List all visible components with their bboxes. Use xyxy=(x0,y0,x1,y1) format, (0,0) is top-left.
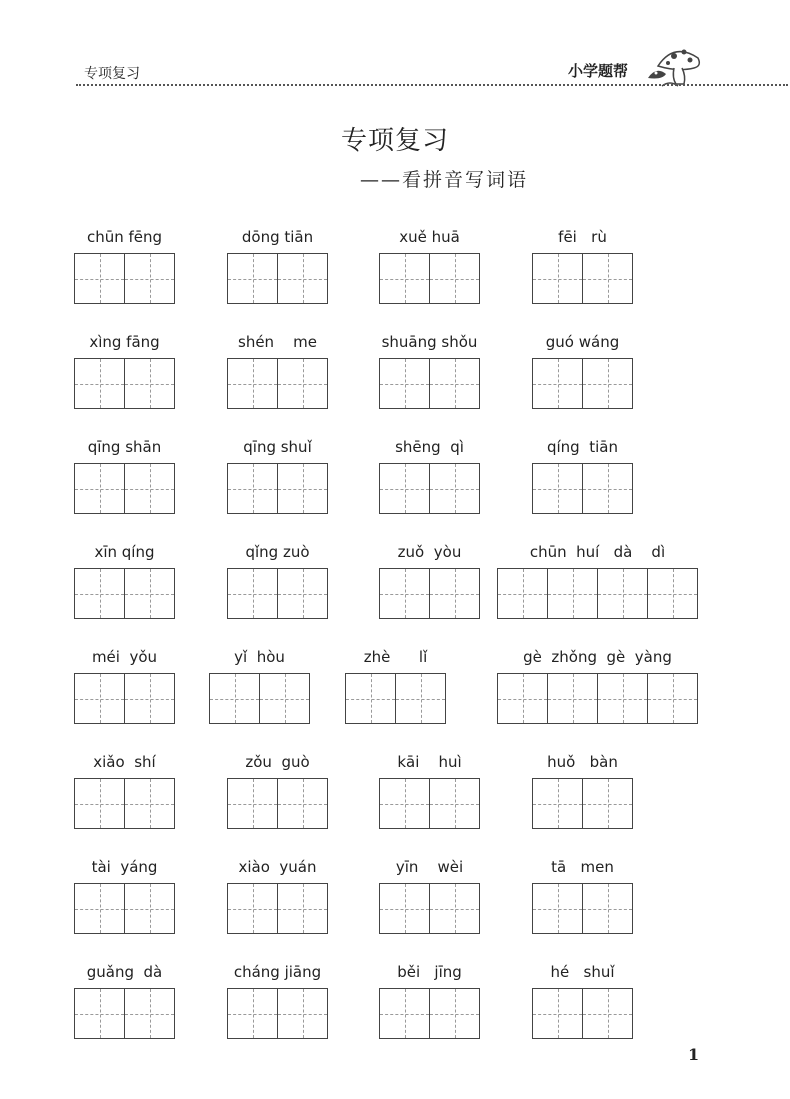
pinyin-label: shén me xyxy=(238,333,317,351)
pinyin-label: guó wáng xyxy=(545,333,620,351)
word-exercise xyxy=(379,753,480,829)
pinyin-label: huǒ bàn xyxy=(547,753,618,771)
word-exercise xyxy=(379,858,480,934)
pinyin-label: zǒu guò xyxy=(245,753,310,771)
word-exercise xyxy=(345,648,446,724)
writing-cell[interactable] xyxy=(396,673,446,724)
writing-cell[interactable] xyxy=(430,883,480,934)
writing-grid xyxy=(209,673,310,724)
word-exercise xyxy=(74,753,175,829)
writing-grid xyxy=(379,358,480,409)
writing-grid xyxy=(379,568,480,619)
writing-cell[interactable] xyxy=(583,358,633,409)
word-exercise xyxy=(74,858,175,934)
writing-grid xyxy=(497,568,698,619)
page-title: 专项复习 xyxy=(340,126,449,156)
writing-grid xyxy=(532,463,633,514)
writing-cell[interactable] xyxy=(583,883,633,934)
writing-cell[interactable] xyxy=(125,883,175,934)
writing-cell[interactable] xyxy=(228,988,278,1039)
mushroom-icon xyxy=(644,38,706,90)
writing-cell[interactable] xyxy=(648,568,698,619)
writing-cell[interactable] xyxy=(75,358,125,409)
word-exercise xyxy=(227,438,328,514)
writing-grid xyxy=(379,988,480,1039)
word-exercise xyxy=(379,543,480,619)
writing-cell[interactable] xyxy=(75,673,125,724)
pinyin-label: qīng shān xyxy=(87,438,162,456)
writing-grid xyxy=(227,883,328,934)
writing-cell[interactable] xyxy=(278,778,328,829)
writing-cell[interactable] xyxy=(533,883,583,934)
page-number: 1 xyxy=(688,1045,700,1064)
writing-grid xyxy=(497,673,698,724)
writing-cell[interactable] xyxy=(228,358,278,409)
writing-grid xyxy=(74,778,175,829)
writing-grid xyxy=(379,778,480,829)
writing-grid xyxy=(74,568,175,619)
writing-cell[interactable] xyxy=(380,883,430,934)
writing-cell[interactable] xyxy=(75,568,125,619)
writing-cell[interactable] xyxy=(125,568,175,619)
writing-grid xyxy=(532,253,633,304)
writing-cell[interactable] xyxy=(583,988,633,1039)
pinyin-label: yǐ hòu xyxy=(234,648,285,666)
writing-cell[interactable] xyxy=(125,358,175,409)
word-exercise xyxy=(74,963,175,1039)
writing-cell[interactable] xyxy=(228,778,278,829)
writing-cell[interactable] xyxy=(228,568,278,619)
writing-cell[interactable] xyxy=(648,673,698,724)
pinyin-label: méi yǒu xyxy=(91,648,158,666)
writing-cell[interactable] xyxy=(75,253,125,304)
pinyin-label: kāi huì xyxy=(397,753,462,771)
writing-cell[interactable] xyxy=(533,778,583,829)
writing-grid xyxy=(74,883,175,934)
writing-grid xyxy=(74,253,175,304)
writing-cell[interactable] xyxy=(260,673,310,724)
writing-grid xyxy=(227,568,328,619)
word-exercise xyxy=(532,753,633,829)
pinyin-label: chūn fēng xyxy=(86,228,163,246)
word-exercise xyxy=(227,228,328,304)
writing-cell[interactable] xyxy=(75,463,125,514)
writing-cell[interactable] xyxy=(278,988,328,1039)
writing-cell[interactable] xyxy=(278,463,328,514)
pinyin-label: dōng tiān xyxy=(241,228,314,246)
pinyin-label: chūn huí dà dì xyxy=(529,543,666,561)
writing-cell[interactable] xyxy=(380,463,430,514)
writing-grid xyxy=(532,358,633,409)
writing-grid xyxy=(227,778,328,829)
writing-cell[interactable] xyxy=(278,253,328,304)
writing-cell[interactable] xyxy=(430,988,480,1039)
word-exercise xyxy=(379,228,480,304)
word-exercise xyxy=(497,648,698,724)
pinyin-label: zhè lǐ xyxy=(363,648,428,666)
writing-cell[interactable] xyxy=(380,988,430,1039)
writing-cell[interactable] xyxy=(278,883,328,934)
writing-cell[interactable] xyxy=(533,253,583,304)
writing-cell[interactable] xyxy=(75,778,125,829)
pinyin-label: xiào yuán xyxy=(238,858,317,876)
writing-cell[interactable] xyxy=(498,568,548,619)
writing-cell[interactable] xyxy=(125,778,175,829)
writing-cell[interactable] xyxy=(430,568,480,619)
word-exercise xyxy=(379,333,480,409)
page-subtitle: ——看拼音写词语 xyxy=(360,169,529,191)
writing-cell[interactable] xyxy=(228,463,278,514)
writing-cell[interactable] xyxy=(583,778,633,829)
writing-cell[interactable] xyxy=(125,988,175,1039)
writing-grid xyxy=(379,883,480,934)
word-exercise xyxy=(532,858,633,934)
writing-cell[interactable] xyxy=(430,778,480,829)
writing-grid xyxy=(532,883,633,934)
writing-cell[interactable] xyxy=(583,253,633,304)
writing-grid xyxy=(345,673,446,724)
word-exercise xyxy=(227,858,328,934)
writing-cell[interactable] xyxy=(430,358,480,409)
pinyin-label: xìng fāng xyxy=(89,333,160,351)
writing-grid xyxy=(74,988,175,1039)
writing-grid xyxy=(227,253,328,304)
word-exercise xyxy=(532,333,633,409)
writing-cell[interactable] xyxy=(583,463,633,514)
pinyin-label: qīng shuǐ xyxy=(243,438,312,456)
pinyin-label: xuě huā xyxy=(399,228,460,246)
writing-cell[interactable] xyxy=(548,673,598,724)
writing-cell[interactable] xyxy=(228,253,278,304)
writing-grid xyxy=(532,988,633,1039)
pinyin-label: qǐng zuò xyxy=(245,543,310,561)
word-exercise xyxy=(532,963,633,1039)
pinyin-label: shuāng shǒu xyxy=(381,333,478,351)
pinyin-label: tài yáng xyxy=(91,858,158,876)
word-exercise xyxy=(74,648,175,724)
word-exercise xyxy=(497,543,698,619)
writing-cell[interactable] xyxy=(125,463,175,514)
pinyin-label: qíng tiān xyxy=(546,438,618,456)
writing-grid xyxy=(74,673,175,724)
pinyin-label: tā men xyxy=(551,858,614,876)
writing-cell[interactable] xyxy=(598,568,648,619)
writing-cell[interactable] xyxy=(380,358,430,409)
pinyin-label: gè zhǒng gè yàng xyxy=(523,648,672,666)
header-divider xyxy=(76,84,788,86)
writing-grid xyxy=(74,358,175,409)
writing-cell[interactable] xyxy=(210,673,260,724)
pinyin-label: shēng qì xyxy=(395,438,464,456)
writing-cell[interactable] xyxy=(125,673,175,724)
writing-cell[interactable] xyxy=(380,568,430,619)
writing-cell[interactable] xyxy=(380,253,430,304)
writing-grid xyxy=(379,463,480,514)
pinyin-label: hé shuǐ xyxy=(550,963,615,981)
writing-grid xyxy=(227,463,328,514)
writing-cell[interactable] xyxy=(278,358,328,409)
pinyin-label: fēi rù xyxy=(558,228,607,246)
writing-cell[interactable] xyxy=(380,778,430,829)
pinyin-label: guǎng dà xyxy=(86,963,163,981)
writing-cell[interactable] xyxy=(430,253,480,304)
word-exercise xyxy=(74,333,175,409)
word-exercise xyxy=(227,543,328,619)
writing-cell[interactable] xyxy=(598,673,648,724)
writing-grid xyxy=(379,253,480,304)
writing-cell[interactable] xyxy=(75,883,125,934)
writing-cell[interactable] xyxy=(430,463,480,514)
header-brand-label: 小学题帮 xyxy=(568,62,629,80)
pinyin-label: xiǎo shí xyxy=(93,753,156,771)
word-exercise xyxy=(74,228,175,304)
page-header xyxy=(0,0,790,100)
writing-grid xyxy=(532,778,633,829)
word-exercise xyxy=(532,438,633,514)
word-exercise xyxy=(209,648,310,724)
writing-cell[interactable] xyxy=(346,673,396,724)
writing-grid xyxy=(227,358,328,409)
writing-cell[interactable] xyxy=(533,358,583,409)
word-exercise xyxy=(532,228,633,304)
writing-cell[interactable] xyxy=(75,988,125,1039)
writing-grid xyxy=(227,988,328,1039)
word-exercise xyxy=(227,963,328,1039)
pinyin-label: zuǒ yòu xyxy=(397,543,462,561)
writing-cell[interactable] xyxy=(278,568,328,619)
word-exercise xyxy=(74,438,175,514)
writing-cell[interactable] xyxy=(228,883,278,934)
writing-cell[interactable] xyxy=(125,253,175,304)
writing-cell[interactable] xyxy=(533,463,583,514)
pinyin-label: yīn wèi xyxy=(395,858,464,876)
word-exercise xyxy=(227,753,328,829)
writing-grid xyxy=(74,463,175,514)
writing-cell[interactable] xyxy=(498,673,548,724)
pinyin-label: cháng jiāng xyxy=(233,963,322,981)
word-exercise xyxy=(379,438,480,514)
writing-cell[interactable] xyxy=(548,568,598,619)
header-section-label: 专项复习 xyxy=(84,66,140,82)
word-exercise xyxy=(74,543,175,619)
word-exercise xyxy=(379,963,480,1039)
word-exercise xyxy=(227,333,328,409)
pinyin-label: běi jīng xyxy=(397,963,462,981)
pinyin-label: xīn qíng xyxy=(94,543,155,561)
writing-cell[interactable] xyxy=(533,988,583,1039)
